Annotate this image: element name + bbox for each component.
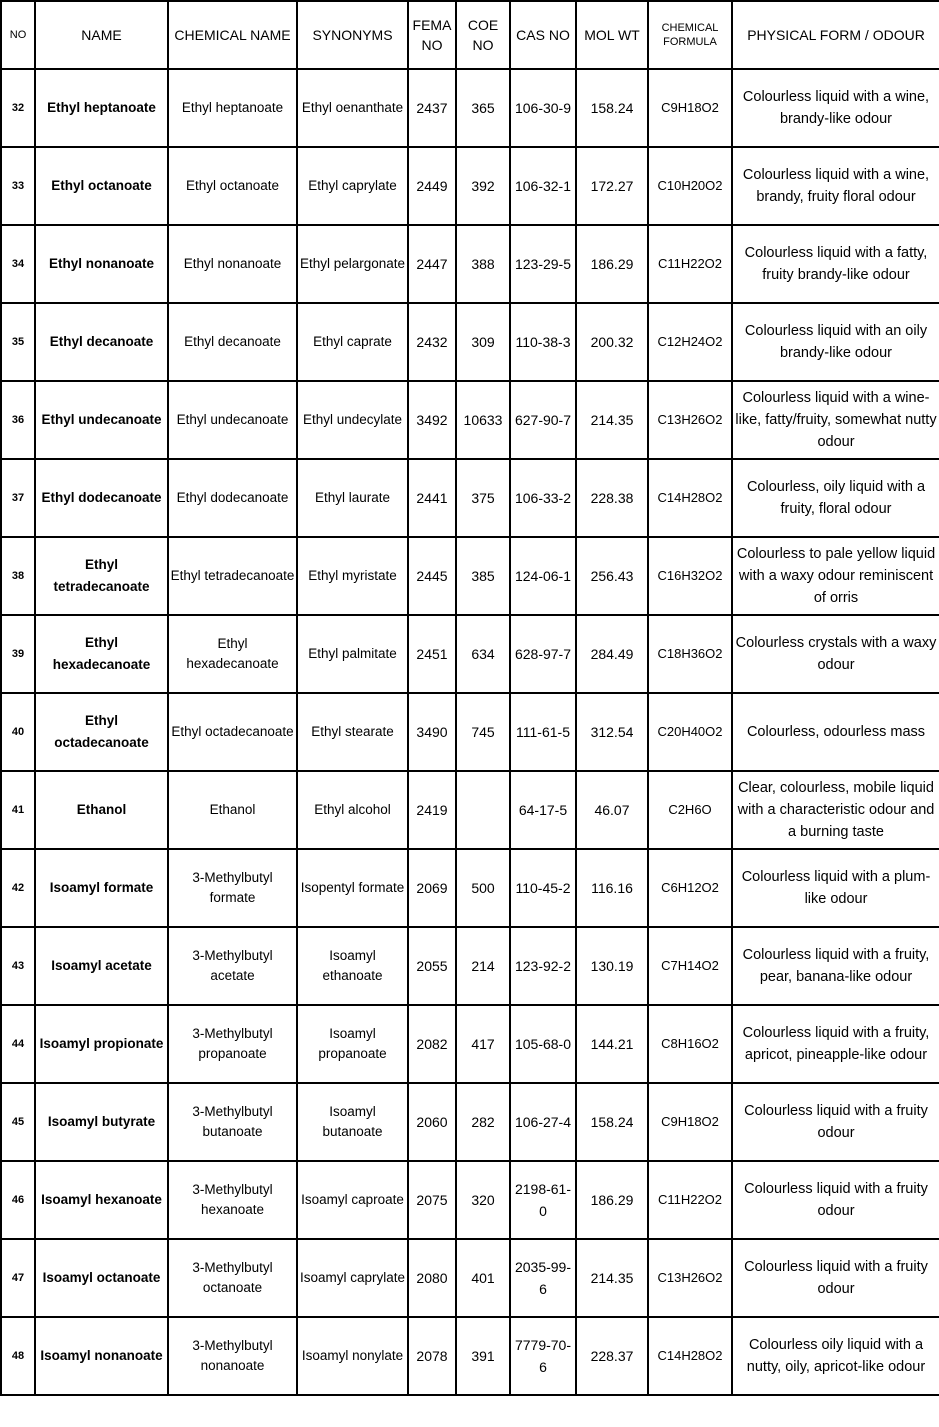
cell-mol-wt: 312.54 xyxy=(576,693,648,771)
cell-cas: 106-27-4 xyxy=(510,1083,576,1161)
cell-mol-wt: 186.29 xyxy=(576,225,648,303)
cell-no: 37 xyxy=(1,459,35,537)
cell-formula: C14H28O2 xyxy=(648,1317,732,1395)
cell-cas: 106-33-2 xyxy=(510,459,576,537)
cell-chemical-name: 3-Methylbutyl propanoate xyxy=(168,1005,297,1083)
cell-coe: 365 xyxy=(456,69,510,147)
cell-physical: Colourless liquid with an oily brandy-like odour xyxy=(732,303,939,381)
cell-fema: 2069 xyxy=(408,849,456,927)
cell-synonyms: Ethyl palmitate xyxy=(297,615,408,693)
cell-name: Ethyl decanoate xyxy=(35,303,168,381)
cell-physical: Colourless liquid with a wine, brandy, fruity floral odour xyxy=(732,147,939,225)
cell-synonyms: Ethyl myristate xyxy=(297,537,408,615)
table-row xyxy=(1,1317,939,1395)
cell-physical: Colourless liquid with a wine-like, fatty/fruity, somewhat nutty odour xyxy=(732,381,939,459)
cell-cas: 106-32-1 xyxy=(510,147,576,225)
cell-cas: 105-68-0 xyxy=(510,1005,576,1083)
cell-coe: 634 xyxy=(456,615,510,693)
cell-physical: Colourless liquid with a plum-like odour xyxy=(732,849,939,927)
cell-no: 39 xyxy=(1,615,35,693)
cell-physical: Colourless liquid with a fatty, fruity brandy-like odour xyxy=(732,225,939,303)
header-synonyms: SYNONYMS xyxy=(297,1,408,69)
cell-mol-wt: 228.37 xyxy=(576,1317,648,1395)
table-row xyxy=(1,537,939,615)
header-cas: CAS NO xyxy=(510,1,576,69)
cell-formula: C9H18O2 xyxy=(648,1083,732,1161)
cell-name: Isoamyl acetate xyxy=(35,927,168,1005)
cell-fema: 3490 xyxy=(408,693,456,771)
cell-formula: C2H6O xyxy=(648,771,732,849)
table-row xyxy=(1,225,939,303)
cell-synonyms: Ethyl oenanthate xyxy=(297,69,408,147)
cell-coe: 745 xyxy=(456,693,510,771)
cell-fema: 2441 xyxy=(408,459,456,537)
cell-name: Isoamyl octanoate xyxy=(35,1239,168,1317)
cell-synonyms: Ethyl caprylate xyxy=(297,147,408,225)
cell-cas: 123-29-5 xyxy=(510,225,576,303)
cell-chemical-name: Ethanol xyxy=(168,771,297,849)
cell-coe: 10633 xyxy=(456,381,510,459)
cell-mol-wt: 158.24 xyxy=(576,1083,648,1161)
cell-synonyms: Ethyl laurate xyxy=(297,459,408,537)
cell-synonyms: Ethyl stearate xyxy=(297,693,408,771)
cell-physical: Colourless liquid with a fruity odour xyxy=(732,1083,939,1161)
cell-physical: Colourless liquid with a wine, brandy-like odour xyxy=(732,69,939,147)
cell-name: Ethyl nonanoate xyxy=(35,225,168,303)
cell-no: 36 xyxy=(1,381,35,459)
cell-formula: C8H16O2 xyxy=(648,1005,732,1083)
cell-synonyms: Isoamyl nonylate xyxy=(297,1317,408,1395)
cell-no: 34 xyxy=(1,225,35,303)
cell-chemical-name: Ethyl undecanoate xyxy=(168,381,297,459)
cell-chemical-name: Ethyl nonanoate xyxy=(168,225,297,303)
cell-coe: 401 xyxy=(456,1239,510,1317)
cell-name: Isoamyl formate xyxy=(35,849,168,927)
cell-name: Isoamyl propionate xyxy=(35,1005,168,1083)
cell-mol-wt: 186.29 xyxy=(576,1161,648,1239)
cell-name: Ethyl octadecanoate xyxy=(35,693,168,771)
cell-formula: C20H40O2 xyxy=(648,693,732,771)
table-row xyxy=(1,693,939,771)
header-no: NO xyxy=(1,1,35,69)
cell-physical: Colourless liquid with a fruity, pear, banana-like odour xyxy=(732,927,939,1005)
cell-mol-wt: 158.24 xyxy=(576,69,648,147)
cell-fema: 2055 xyxy=(408,927,456,1005)
cell-physical: Colourless to pale yellow liquid with a waxy odour reminiscent of orris xyxy=(732,537,939,615)
cell-fema: 2419 xyxy=(408,771,456,849)
cell-name: Ethanol xyxy=(35,771,168,849)
header-coe: COE NO xyxy=(456,1,510,69)
table-row xyxy=(1,927,939,1005)
cell-no: 41 xyxy=(1,771,35,849)
cell-fema: 2437 xyxy=(408,69,456,147)
cell-no: 40 xyxy=(1,693,35,771)
table-body xyxy=(1,69,939,1395)
cell-chemical-name: Ethyl octadecanoate xyxy=(168,693,297,771)
cell-no: 42 xyxy=(1,849,35,927)
cell-name: Isoamyl hexanoate xyxy=(35,1161,168,1239)
cell-fema: 2075 xyxy=(408,1161,456,1239)
cell-mol-wt: 214.35 xyxy=(576,381,648,459)
cell-synonyms: Ethyl caprate xyxy=(297,303,408,381)
cell-mol-wt: 284.49 xyxy=(576,615,648,693)
header-name: NAME xyxy=(35,1,168,69)
cell-formula: C10H20O2 xyxy=(648,147,732,225)
cell-cas: 7779-70-6 xyxy=(510,1317,576,1395)
cell-cas: 110-38-3 xyxy=(510,303,576,381)
table-row xyxy=(1,381,939,459)
cell-no: 47 xyxy=(1,1239,35,1317)
cell-coe: 375 xyxy=(456,459,510,537)
cell-fema: 2060 xyxy=(408,1083,456,1161)
cell-chemical-name: 3-Methylbutyl octanoate xyxy=(168,1239,297,1317)
cell-chemical-name: 3-Methylbutyl nonanoate xyxy=(168,1317,297,1395)
table-row xyxy=(1,615,939,693)
cell-physical: Colourless liquid with a fruity odour xyxy=(732,1161,939,1239)
cell-name: Ethyl heptanoate xyxy=(35,69,168,147)
header-physical: PHYSICAL FORM / ODOUR xyxy=(732,1,939,69)
header-mol-wt: MOL WT xyxy=(576,1,648,69)
cell-name: Isoamyl nonanoate xyxy=(35,1317,168,1395)
header-chemical-name: CHEMICAL NAME xyxy=(168,1,297,69)
cell-chemical-name: Ethyl tetradecanoate xyxy=(168,537,297,615)
cell-mol-wt: 172.27 xyxy=(576,147,648,225)
cell-cas: 627-90-7 xyxy=(510,381,576,459)
cell-fema: 2080 xyxy=(408,1239,456,1317)
cell-coe: 392 xyxy=(456,147,510,225)
cell-name: Ethyl undecanoate xyxy=(35,381,168,459)
cell-no: 48 xyxy=(1,1317,35,1395)
cell-coe: 309 xyxy=(456,303,510,381)
table-row xyxy=(1,1161,939,1239)
cell-coe: 282 xyxy=(456,1083,510,1161)
cell-physical: Colourless oily liquid with a nutty, oily, apricot-like odour xyxy=(732,1317,939,1395)
header-formula: CHEMICAL FORMULA xyxy=(648,1,732,69)
cell-synonyms: Isoamyl butanoate xyxy=(297,1083,408,1161)
table-row xyxy=(1,1083,939,1161)
header-fema: FEMA NO xyxy=(408,1,456,69)
cell-cas: 64-17-5 xyxy=(510,771,576,849)
cell-chemical-name: Ethyl hexadecanoate xyxy=(168,615,297,693)
cell-physical: Clear, colourless, mobile liquid with a characteristic odour and a burning taste xyxy=(732,771,939,849)
cell-formula: C14H28O2 xyxy=(648,459,732,537)
cell-chemical-name: Ethyl heptanoate xyxy=(168,69,297,147)
cell-chemical-name: Ethyl decanoate xyxy=(168,303,297,381)
cell-synonyms: Isoamyl caprylate xyxy=(297,1239,408,1317)
cell-synonyms: Ethyl undecylate xyxy=(297,381,408,459)
cell-cas: 2198-61-0 xyxy=(510,1161,576,1239)
cell-no: 46 xyxy=(1,1161,35,1239)
cell-synonyms: Isoamyl caproate xyxy=(297,1161,408,1239)
table-row xyxy=(1,147,939,225)
cell-physical: Colourless, oily liquid with a fruity, floral odour xyxy=(732,459,939,537)
cell-chemical-name: Ethyl octanoate xyxy=(168,147,297,225)
cell-no: 44 xyxy=(1,1005,35,1083)
cell-cas: 628-97-7 xyxy=(510,615,576,693)
cell-chemical-name: 3-Methylbutyl butanoate xyxy=(168,1083,297,1161)
cell-no: 32 xyxy=(1,69,35,147)
cell-synonyms: Isoamyl ethanoate xyxy=(297,927,408,1005)
cell-fema: 2078 xyxy=(408,1317,456,1395)
cell-formula: C11H22O2 xyxy=(648,225,732,303)
cell-coe xyxy=(456,771,510,849)
cell-fema: 2449 xyxy=(408,147,456,225)
cell-fema: 2082 xyxy=(408,1005,456,1083)
table-row xyxy=(1,303,939,381)
cell-cas: 123-92-2 xyxy=(510,927,576,1005)
cell-name: Ethyl dodecanoate xyxy=(35,459,168,537)
cell-mol-wt: 116.16 xyxy=(576,849,648,927)
cell-chemical-name: 3-Methylbutyl hexanoate xyxy=(168,1161,297,1239)
cell-formula: C13H26O2 xyxy=(648,381,732,459)
cell-formula: C9H18O2 xyxy=(648,69,732,147)
cell-synonyms: Ethyl alcohol xyxy=(297,771,408,849)
cell-fema: 2432 xyxy=(408,303,456,381)
cell-mol-wt: 200.32 xyxy=(576,303,648,381)
cell-cas: 124-06-1 xyxy=(510,537,576,615)
cell-formula: C13H26O2 xyxy=(648,1239,732,1317)
cell-chemical-name: Ethyl dodecanoate xyxy=(168,459,297,537)
cell-mol-wt: 228.38 xyxy=(576,459,648,537)
cell-formula: C16H32O2 xyxy=(648,537,732,615)
cell-mol-wt: 256.43 xyxy=(576,537,648,615)
cell-name: Ethyl hexadecanoate xyxy=(35,615,168,693)
table-row xyxy=(1,771,939,849)
cell-no: 38 xyxy=(1,537,35,615)
cell-formula: C7H14O2 xyxy=(648,927,732,1005)
cell-physical: Colourless, odourless mass xyxy=(732,693,939,771)
cell-coe: 388 xyxy=(456,225,510,303)
cell-physical: Colourless liquid with a fruity, apricot, pineapple-like odour xyxy=(732,1005,939,1083)
cell-physical: Colourless crystals with a waxy odour xyxy=(732,615,939,693)
cell-fema: 2445 xyxy=(408,537,456,615)
cell-mol-wt: 46.07 xyxy=(576,771,648,849)
cell-coe: 391 xyxy=(456,1317,510,1395)
cell-fema: 3492 xyxy=(408,381,456,459)
cell-synonyms: Isopentyl formate xyxy=(297,849,408,927)
cell-formula: C12H24O2 xyxy=(648,303,732,381)
cell-no: 33 xyxy=(1,147,35,225)
cell-coe: 385 xyxy=(456,537,510,615)
cell-formula: C6H12O2 xyxy=(648,849,732,927)
cell-chemical-name: 3-Methylbutyl acetate xyxy=(168,927,297,1005)
table-row xyxy=(1,1239,939,1317)
table-row xyxy=(1,459,939,537)
cell-physical: Colourless liquid with a fruity odour xyxy=(732,1239,939,1317)
cell-synonyms: Isoamyl propanoate xyxy=(297,1005,408,1083)
cell-chemical-name: 3-Methylbutyl formate xyxy=(168,849,297,927)
cell-coe: 417 xyxy=(456,1005,510,1083)
cell-fema: 2451 xyxy=(408,615,456,693)
cell-name: Ethyl tetradecanoate xyxy=(35,537,168,615)
cell-fema: 2447 xyxy=(408,225,456,303)
cell-mol-wt: 144.21 xyxy=(576,1005,648,1083)
cell-formula: C18H36O2 xyxy=(648,615,732,693)
cell-coe: 500 xyxy=(456,849,510,927)
cell-formula: C11H22O2 xyxy=(648,1161,732,1239)
cell-no: 45 xyxy=(1,1083,35,1161)
table-row xyxy=(1,1005,939,1083)
cell-name: Ethyl octanoate xyxy=(35,147,168,225)
cell-cas: 111-61-5 xyxy=(510,693,576,771)
cell-mol-wt: 130.19 xyxy=(576,927,648,1005)
header-row xyxy=(1,1,939,69)
cell-coe: 214 xyxy=(456,927,510,1005)
cell-no: 43 xyxy=(1,927,35,1005)
table-row xyxy=(1,849,939,927)
cell-cas: 2035-99-6 xyxy=(510,1239,576,1317)
table-row xyxy=(1,69,939,147)
cell-mol-wt: 214.35 xyxy=(576,1239,648,1317)
cell-name: Isoamyl butyrate xyxy=(35,1083,168,1161)
cell-no: 35 xyxy=(1,303,35,381)
cell-cas: 110-45-2 xyxy=(510,849,576,927)
cell-cas: 106-30-9 xyxy=(510,69,576,147)
cell-coe: 320 xyxy=(456,1161,510,1239)
cell-synonyms: Ethyl pelargonate xyxy=(297,225,408,303)
